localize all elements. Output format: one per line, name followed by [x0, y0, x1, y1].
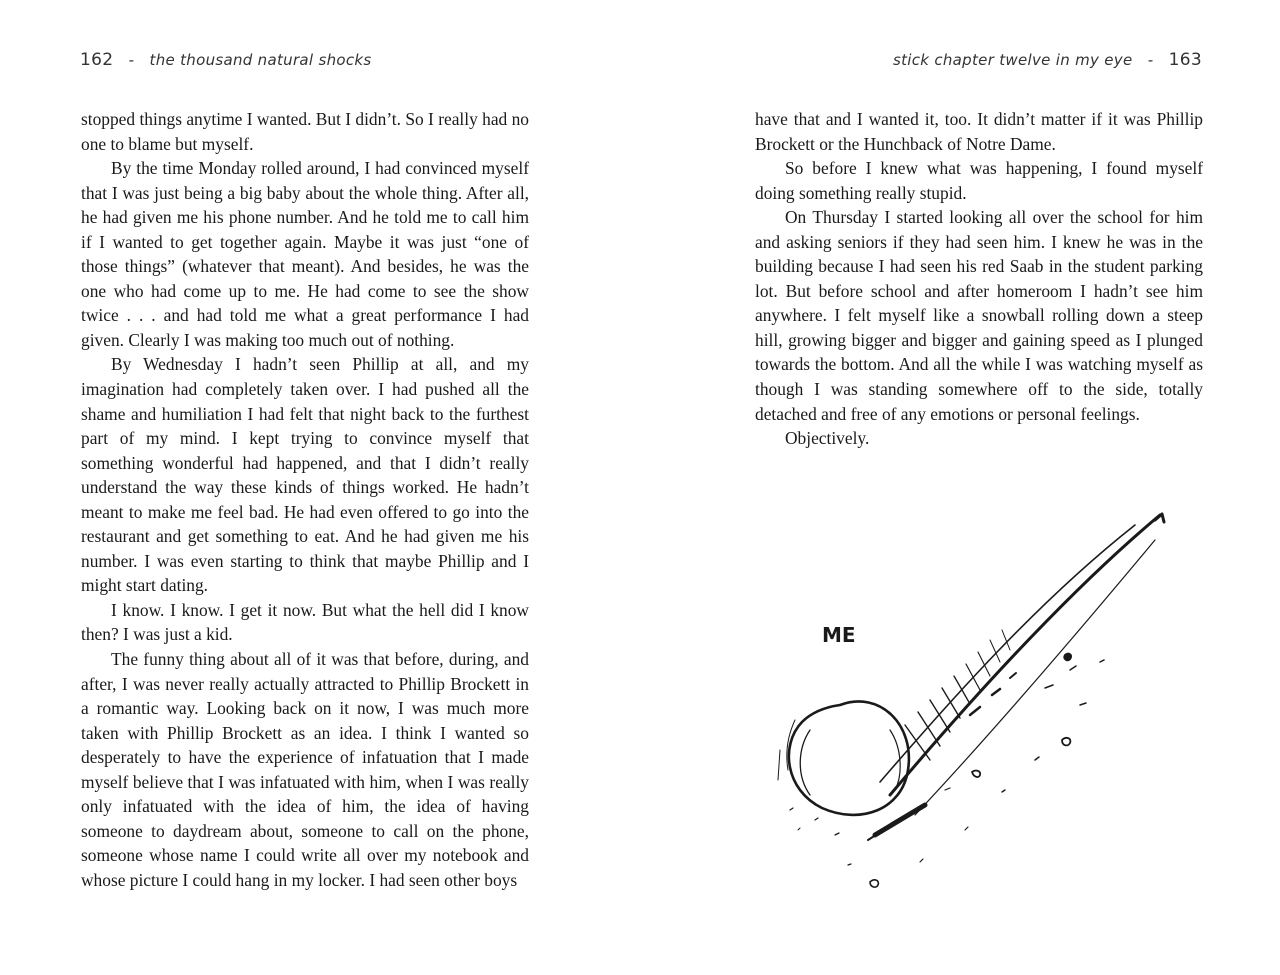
left-running-head — [80, 50, 372, 70]
paragraph: By the time Monday rolled around, I had convinced myself that I was just being a big baby about the whole thing. After all, he had given me his phone number. And he told me to call him if I wanted to get together again. Maybe it was just “one of those things” (whatever that meant). And besides, he was the one who had come up to me. He had come to see the show twice . . . and had told me what a great performance I had given. Clearly I was making too much out of nothing. — [81, 158, 529, 350]
left-header-separator: - — [128, 51, 135, 69]
left-book-title: the thousand natural shocks — [149, 51, 372, 69]
paragraph: I know. I know. I get it now. But what the hell did I know then? I was just a kid. — [81, 599, 529, 645]
snowball-drawing-icon — [740, 490, 1220, 910]
left-page-text — [81, 107, 529, 893]
right-page-text — [755, 107, 1203, 451]
right-page-number: 163 — [1168, 50, 1202, 70]
snowball-illustration — [740, 490, 1220, 910]
paragraph: By Wednesday I hadn’t seen Phillip at all, and my imagination had completely taken over. I had pushed all the shame and humiliation I had felt that night back to the furthest part of my mind. I kept trying to convince myself that something wonderful had happened, and that I didn’t really understand the way these kinds of things worked. He hadn’t meant to make me feel bad. He had even offered to go into the restaurant and get something to eat. And he had given me his number. I was even starting to think that maybe Phillip and I might start dating. — [81, 354, 529, 596]
paragraph: So before I knew what was happening, I found myself doing something really stupid. — [755, 158, 1203, 203]
right-running-head — [893, 50, 1202, 70]
right-header-separator: - — [1147, 51, 1154, 69]
me-label: ME — [822, 623, 856, 647]
right-chapter-title: stick chapter twelve in my eye — [892, 51, 1133, 69]
left-page-number: 162 — [80, 50, 114, 70]
paragraph: have that and I wanted it, too. It didn’t matter if it was Phillip Brockett or the Hunchback of Notre Dame. — [755, 109, 1203, 154]
paragraph: stopped things anytime I wanted. But I didn’t. So I really had no one to blame but myself. — [81, 109, 529, 154]
paragraph: Objectively. — [785, 428, 870, 449]
paragraph: The funny thing about all of it was that before, during, and after, I was never really actually attracted to Phillip Brockett in a romantic way. Looking back on it now, I was much more taken with Phillip Brockett as an idea. I think I wanted so desperately to have the experience of infatuation that I made myself believe that I was infatuated with him, when I was really only infatuated with the idea of him, the idea of having someone to daydream about, someone to call on the phone, someone whose name I could write all over my notebook and whose picture I could hang in my locker. I had seen other boys — [81, 649, 529, 890]
paragraph: On Thursday I started looking all over the school for him and asking seniors if they had seen him. I knew he was in the building because I had seen his red Saab in the student parking lot. But before school and after homeroom I hadn’t see him anywhere. I felt myself like a snowball rolling down a steep hill, growing bigger and bigger and gaining speed as I plunged towards the bottom. And all the while I was watching myself as though I was standing somewhere off to the side, totally detached and free of any emotions or personal feelings. — [755, 207, 1203, 424]
